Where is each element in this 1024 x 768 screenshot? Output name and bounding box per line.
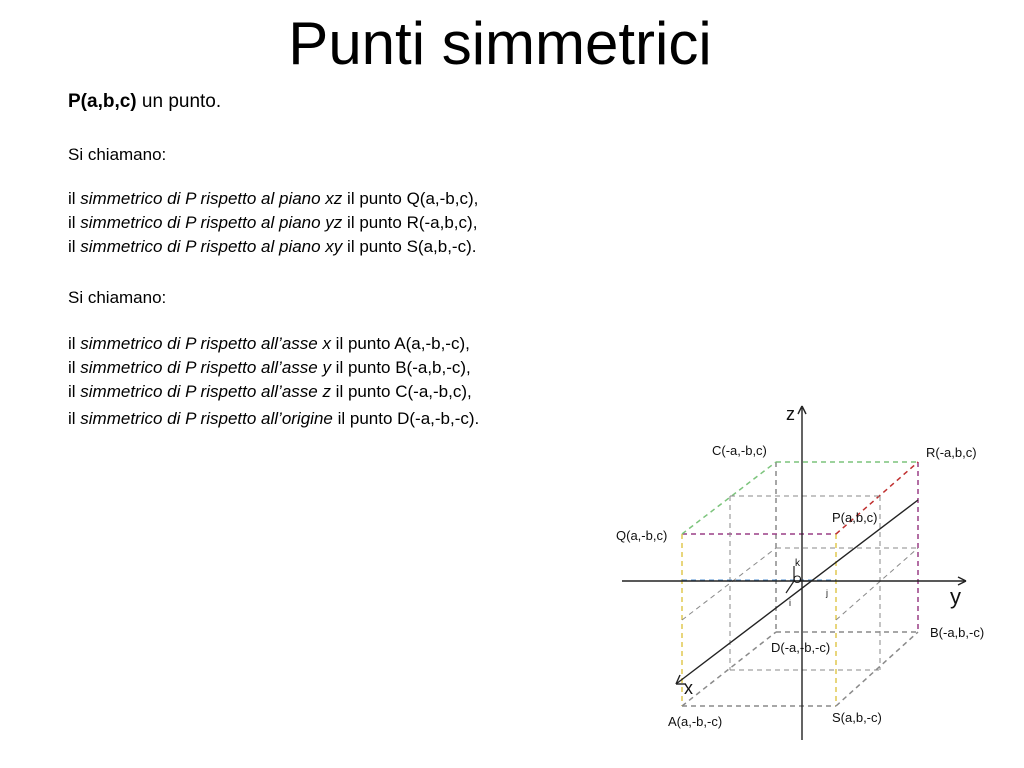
point-q-label: Q(a,-b,c) [616,528,668,543]
edge-s-b [836,632,918,706]
guide-plane-front [682,548,776,620]
point-r-label: R(-a,b,c) [926,445,977,460]
plane-symmetry-line: il simmetrico di P rispetto al piano yz il punto R(-a,b,c), [68,213,478,232]
x-axis-label: x [684,678,693,698]
axis-symmetry-line: il simmetrico di P rispetto all’asse z il punto C(-a,-b,c), [68,382,472,401]
plane-symmetry-line: il simmetrico di P rispetto al piano xy il punto S(a,b,-c). [68,237,477,256]
k-label: k [795,558,800,569]
point-b-label: B(-a,b,-c) [930,625,985,640]
point-s-label: S(a,b,-c) [832,710,882,725]
slide-title: Punti simmetrici [288,10,712,77]
edge-q-c [682,462,776,534]
point-d-label: D(-a,-b,-c) [771,640,831,655]
origin-label: O [793,574,802,586]
plane-symmetry-line: il simmetrico di P rispetto al piano xz il punto Q(a,-b,c), [68,189,479,208]
point-c-label: C(-a,-b,c) [712,443,767,458]
point-p-label: P(a,b,c) [68,91,137,112]
axis-symmetry-line: il simmetrico di P rispetto all’asse y il punto B(-a,b,-c), [68,358,471,377]
axis-symmetry-line: il simmetrico di P rispetto all’asse x il punto A(a,-b,-c), [68,334,470,353]
section2-heading: Si chiamano: [68,288,167,307]
point-a-label: A(a,-b,-c) [668,714,723,729]
section1-heading: Si chiamano: [68,145,167,164]
j-label: j [826,588,828,598]
i-label: i [789,598,791,608]
y-axis-label: y [950,584,961,609]
intro-text: un punto. [136,91,222,112]
point-p-diagram-label: P(a,b,c) [832,510,878,525]
origin-symmetry-line: il simmetrico di P rispetto all’origine il punto D(-a,-b,-c). [68,409,480,428]
z-axis-label: z [786,404,795,424]
x-axis [676,500,918,684]
guide-plane-right [836,548,918,620]
